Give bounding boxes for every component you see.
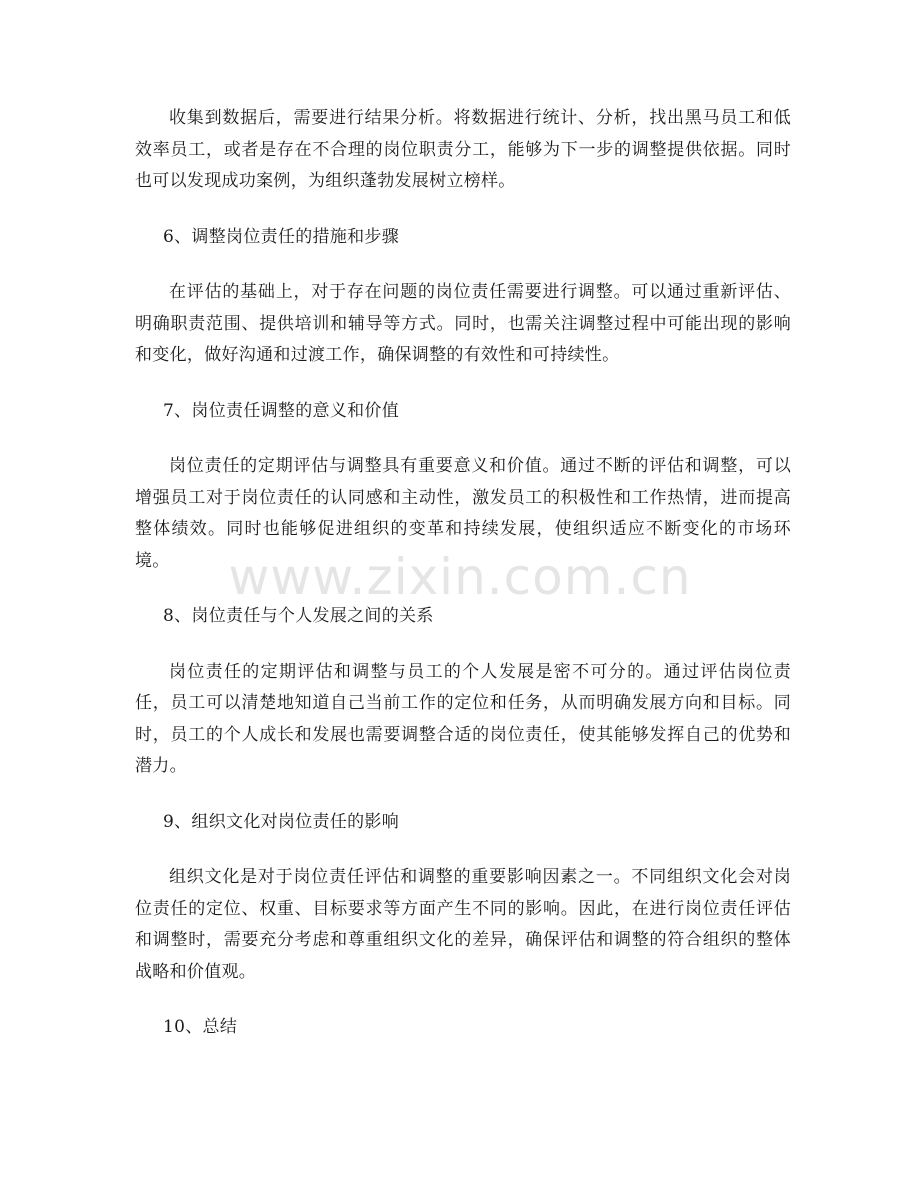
- watermark-text: www.zixin.com.cn: [228, 548, 692, 606]
- paragraph-significance-value: 岗位责任的定期评估与调整具有重要意义和价值。通过不断的评估和调整，可以增强员工对于岗位责任的认同感和主动性，激发员工的积极性和工作热情，进而提高整体绩效。同时也能够促进组织的变革和持续发展，使组织适应不断变化的市场环境。: [135, 456, 791, 571]
- paragraph-personal-development: 岗位责任的定期评估和调整与员工的个人发展是密不可分的。通过评估岗位责任，员工可以清楚地知道自己当前工作的定位和任务，从而明确发展方向和目标。同时，员工的个人成长和发展也需要调整合适的岗位责任，使其能够发挥自己的优势和潜力。: [135, 661, 791, 776]
- paragraph-organizational-culture: 组织文化是对于岗位责任评估和调整的重要影响因素之一。不同组织文化会对岗位责任的定位、权重、目标要求等方面产生不同的影响。因此，在进行岗位责任评估和调整时，需要充分考虑和尊重组织文化的差异，确保评估和调整的符合组织的整体战略和价值观。: [135, 867, 791, 982]
- document-body: [135, 103, 791, 1068]
- paragraph-data-analysis: 收集到数据后，需要进行结果分析。将数据进行统计、分析，找出黑马员工和低效率员工，或者是存在不合理的岗位职责分工，能够为下一步的调整提供依据。同时也可以发现成功案例，为组织蓬勃发展树立榜样。: [135, 108, 791, 191]
- section-heading-7: 7、岗位责任调整的意义和价值: [163, 400, 400, 421]
- section-heading-8: 8、岗位责任与个人发展之间的关系: [163, 606, 434, 626]
- section-heading-6: 6、调整岗位责任的措施和步骤: [163, 226, 400, 247]
- section-heading-9: 9、组织文化对岗位责任的影响: [163, 811, 400, 832]
- section-heading-10: 10、总结: [163, 1017, 238, 1037]
- paragraph-adjustment-measures: 在评估的基础上，对于存在问题的岗位责任需要进行调整。可以通过重新评估、明确职责范围、提供培训和辅导等方式。同时，也需关注调整过程中可能出现的影响和变化，做好沟通和过渡工作，确保调整的有效性和可持续性。: [135, 282, 791, 365]
